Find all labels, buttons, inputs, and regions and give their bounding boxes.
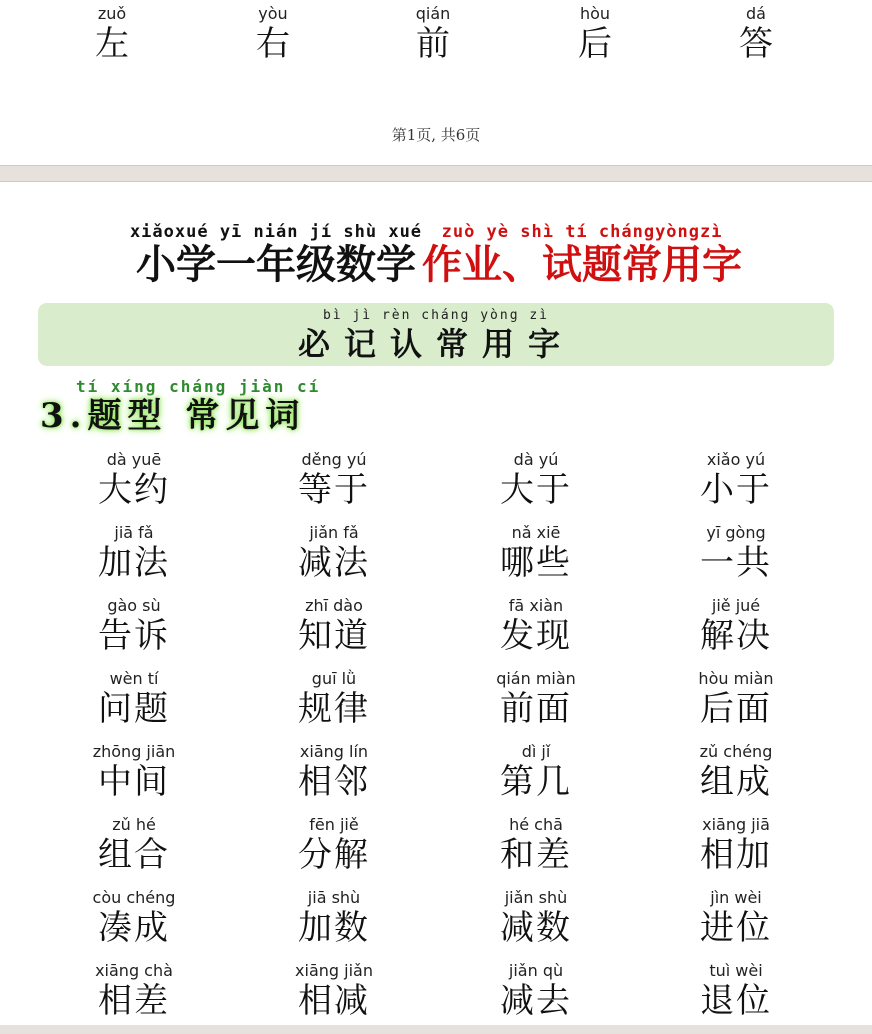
word-pinyin: guī lǜ xyxy=(311,669,357,688)
word-hanzi: 加法 xyxy=(98,543,170,583)
word-pinyin: xiǎo yú xyxy=(706,450,766,469)
word-item xyxy=(661,669,811,729)
word-pinyin: zǔ chéng xyxy=(699,742,773,761)
word-hanzi: 组合 xyxy=(98,835,170,875)
word-hanzi: 等于 xyxy=(298,470,370,510)
word-item xyxy=(59,450,209,510)
word-hanzi: 相减 xyxy=(298,981,370,1021)
word-hanzi: 减法 xyxy=(298,543,370,583)
word-row xyxy=(0,523,872,596)
word-pinyin: jiě jué xyxy=(711,596,761,615)
word-item xyxy=(661,450,811,510)
word-hanzi: 减去 xyxy=(500,981,572,1021)
word-item xyxy=(259,523,409,583)
word-pinyin: qián miàn xyxy=(496,669,576,688)
word-item xyxy=(59,961,209,1021)
page-title xyxy=(0,222,872,288)
word-item xyxy=(661,742,811,802)
char-pinyin: qián xyxy=(415,4,451,23)
word-hanzi: 相加 xyxy=(700,835,772,875)
char-pinyin: hòu xyxy=(579,4,611,23)
word-hanzi: 小于 xyxy=(700,470,772,510)
word-row xyxy=(0,669,872,742)
word-hanzi: 规律 xyxy=(298,689,370,729)
word-pinyin: zǔ hé xyxy=(112,815,156,834)
word-row xyxy=(0,961,872,1034)
char-item xyxy=(696,4,816,64)
char-hanzi: 左 xyxy=(95,24,129,64)
word-hanzi: 第几 xyxy=(500,762,572,802)
section-hanzi: 3.题型 常见词 xyxy=(40,396,306,436)
word-item xyxy=(461,742,611,802)
char-hanzi: 后 xyxy=(578,24,612,64)
word-pinyin: xiāng jiā xyxy=(702,815,770,834)
word-pinyin: fēn jiě xyxy=(309,815,359,834)
word-item xyxy=(461,596,611,656)
word-item xyxy=(461,669,611,729)
word-item xyxy=(661,596,811,656)
word-pinyin: wèn tí xyxy=(109,669,159,688)
word-hanzi: 大于 xyxy=(500,470,572,510)
word-pinyin: còu chéng xyxy=(92,888,176,907)
title-black-hanzi: 小学一年级数学 xyxy=(135,241,416,288)
word-item xyxy=(59,523,209,583)
char-item xyxy=(213,4,333,64)
word-item xyxy=(259,815,409,875)
char-hanzi: 答 xyxy=(739,24,773,64)
word-item xyxy=(461,961,611,1021)
char-item xyxy=(535,4,655,64)
word-pinyin: jiǎn fǎ xyxy=(309,523,359,542)
word-pinyin: yī gòng xyxy=(706,523,766,542)
section-heading xyxy=(40,378,320,436)
banner-pinyin: bì jì rèn cháng yòng zì xyxy=(322,308,549,323)
word-item xyxy=(661,961,811,1021)
word-row xyxy=(0,742,872,815)
word-hanzi: 前面 xyxy=(500,689,572,729)
char-item xyxy=(52,4,172,64)
section-pinyin: tí xíng cháng jiàn cí xyxy=(76,377,321,396)
word-pinyin: xiāng jiǎn xyxy=(295,961,373,980)
word-row xyxy=(0,815,872,888)
word-item xyxy=(461,450,611,510)
word-pinyin: dì jǐ xyxy=(521,742,551,761)
title-red-pinyin: zuò yè shì tí chángyòngzì xyxy=(441,222,723,242)
word-item xyxy=(259,888,409,948)
word-item xyxy=(59,596,209,656)
title-red-part xyxy=(422,222,742,288)
word-pinyin: jiǎn shù xyxy=(504,888,568,907)
character-row xyxy=(0,4,872,74)
word-hanzi: 加数 xyxy=(298,908,370,948)
word-item xyxy=(661,815,811,875)
document-page-2 xyxy=(0,181,872,1025)
banner-hanzi: 必记认常用字 xyxy=(297,325,574,363)
word-hanzi: 大约 xyxy=(98,470,170,510)
word-pinyin: tuì wèi xyxy=(709,961,763,980)
word-hanzi: 知道 xyxy=(298,616,370,656)
word-row xyxy=(0,596,872,669)
word-pinyin: xiāng chà xyxy=(95,961,173,980)
word-hanzi: 凑成 xyxy=(98,908,170,948)
word-hanzi: 组成 xyxy=(700,762,772,802)
word-hanzi: 告诉 xyxy=(98,616,170,656)
word-hanzi: 和差 xyxy=(500,835,572,875)
char-pinyin: yòu xyxy=(258,4,288,23)
word-pinyin: jiǎn qù xyxy=(508,961,564,980)
word-item xyxy=(59,888,209,948)
word-row xyxy=(0,888,872,961)
char-hanzi: 前 xyxy=(416,24,450,64)
word-pinyin: zhōng jiān xyxy=(92,742,176,761)
word-pinyin: hòu miàn xyxy=(698,669,774,688)
word-hanzi: 发现 xyxy=(500,616,572,656)
word-hanzi: 分解 xyxy=(298,835,370,875)
word-hanzi: 退位 xyxy=(700,981,772,1021)
word-item xyxy=(259,450,409,510)
char-hanzi: 右 xyxy=(256,24,290,64)
word-hanzi: 相邻 xyxy=(298,762,370,802)
document-page-1 xyxy=(0,0,872,166)
word-item xyxy=(259,596,409,656)
char-item xyxy=(373,4,493,64)
word-hanzi: 中间 xyxy=(98,762,170,802)
word-hanzi: 后面 xyxy=(700,689,772,729)
word-hanzi: 哪些 xyxy=(500,543,572,583)
word-hanzi: 解决 xyxy=(700,616,772,656)
word-item xyxy=(661,888,811,948)
char-pinyin: dá xyxy=(746,4,766,23)
word-item xyxy=(259,742,409,802)
word-item xyxy=(461,815,611,875)
word-pinyin: gào sù xyxy=(107,596,161,615)
word-hanzi: 减数 xyxy=(500,908,572,948)
word-hanzi: 进位 xyxy=(700,908,772,948)
word-pinyin: dà yuē xyxy=(106,450,162,469)
word-pinyin: fā xiàn xyxy=(508,596,564,615)
word-pinyin: nǎ xiē xyxy=(511,523,561,542)
word-pinyin: jìn wèi xyxy=(710,888,762,907)
word-item xyxy=(461,523,611,583)
word-item xyxy=(259,669,409,729)
char-pinyin: zuǒ xyxy=(97,4,127,23)
title-black-part xyxy=(130,222,422,288)
word-pinyin: dà yú xyxy=(513,450,559,469)
word-item xyxy=(59,815,209,875)
title-red-hanzi: 作业、试题常用字 xyxy=(422,241,743,288)
word-item xyxy=(59,669,209,729)
word-pinyin: hé chā xyxy=(509,815,563,834)
word-item xyxy=(461,888,611,948)
word-pinyin: xiāng lín xyxy=(299,742,369,761)
word-pinyin: zhī dào xyxy=(305,596,363,615)
word-hanzi: 问题 xyxy=(98,689,170,729)
word-pinyin: děng yú xyxy=(301,450,367,469)
word-pinyin: jiā fǎ xyxy=(114,523,154,542)
word-item xyxy=(661,523,811,583)
title-black-pinyin: xiǎoxué yī nián jí shù xué xyxy=(129,222,423,242)
section-banner xyxy=(38,303,834,366)
banner-heading xyxy=(298,303,574,363)
word-pinyin: jiā shù xyxy=(307,888,361,907)
word-hanzi: 一共 xyxy=(700,543,772,583)
word-item xyxy=(59,742,209,802)
word-item xyxy=(259,961,409,1021)
word-hanzi: 相差 xyxy=(98,981,170,1021)
page-number-footer: 第1页, 共6页 xyxy=(391,126,481,144)
word-row xyxy=(0,450,872,523)
